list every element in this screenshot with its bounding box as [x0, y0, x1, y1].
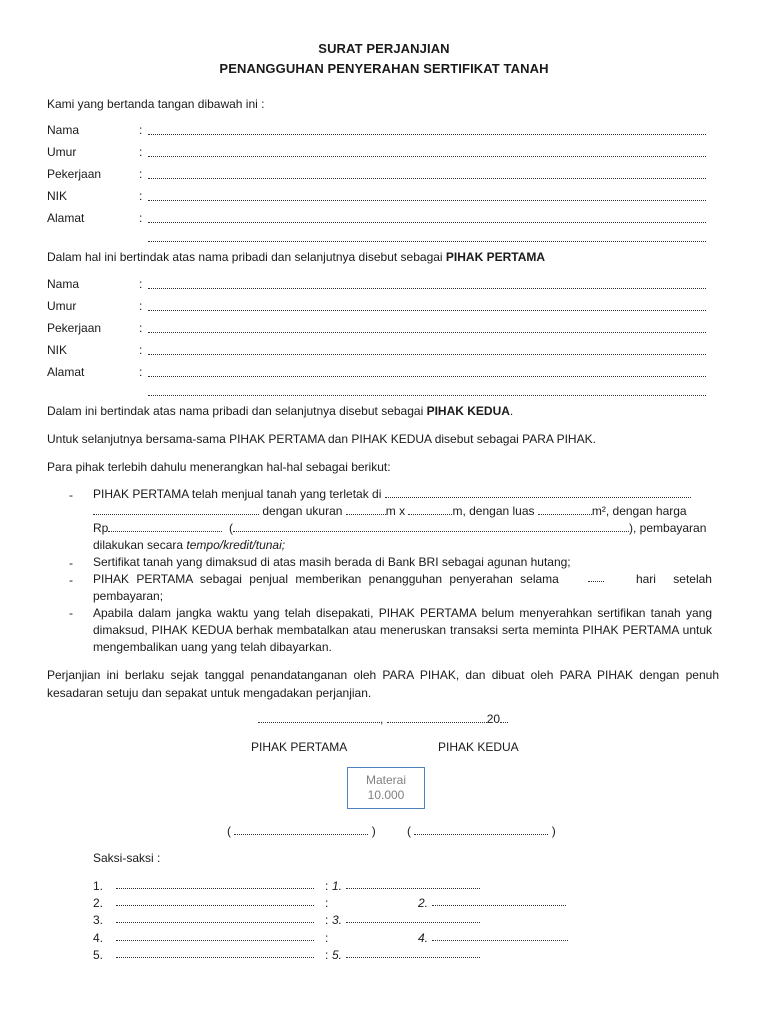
- date-line: , 20: [258, 712, 508, 726]
- field-label-pekerjaan: Pekerjaan: [47, 321, 102, 335]
- document-title-line2: PENANGGUHAN PENYERAHAN SERTIFIKAT TANAH: [219, 61, 549, 76]
- blank-days[interactable]: [588, 572, 604, 582]
- field-blank-nik-2[interactable]: [148, 344, 706, 355]
- field-colon: :: [139, 145, 143, 159]
- witness-heading: Saksi-saksi :: [93, 851, 161, 865]
- witness-name-blank[interactable]: [116, 896, 314, 906]
- witness-signature-blank[interactable]: [432, 931, 568, 941]
- blank-width[interactable]: [408, 505, 452, 515]
- intro-text: Kami yang bertanda tangan dibawah ini :: [47, 97, 265, 111]
- witness-colon: :: [325, 948, 329, 962]
- blank-name-first-party[interactable]: [234, 825, 368, 835]
- signature-label-second-party: PIHAK KEDUA: [438, 740, 519, 754]
- field-blank-pekerjaan[interactable]: [148, 168, 706, 179]
- witness-number: 4.: [93, 931, 104, 945]
- field-label-nama: Nama: [47, 123, 80, 137]
- witness-number: 2.: [93, 896, 104, 910]
- blank-area[interactable]: [538, 505, 592, 515]
- signature-name-second-party: ( ): [407, 824, 556, 838]
- field-label-alamat: Alamat: [47, 365, 85, 379]
- blank-year[interactable]: [500, 713, 508, 723]
- signature-name-first-party: ( ): [227, 824, 376, 838]
- bullet-marker: -: [69, 573, 73, 587]
- document-title-line1: SURAT PERJANJIAN: [318, 41, 450, 56]
- bullet-marker: -: [69, 606, 73, 620]
- witness-number: 1.: [93, 879, 104, 893]
- field-colon: :: [139, 123, 143, 137]
- blank-price-in-words[interactable]: [233, 522, 629, 532]
- witness-name-blank[interactable]: [116, 913, 314, 923]
- blank-name-second-party[interactable]: [414, 825, 548, 835]
- bullet-marker: -: [69, 488, 73, 502]
- party1-statement: Dalam hal ini bertindak atas nama pribadi dan selanjutnya disebut sebagai PIHAK PERTAMA: [47, 250, 546, 264]
- field-blank-umur-2[interactable]: [148, 300, 706, 311]
- field-blank-alamat-2[interactable]: [148, 366, 706, 377]
- field-colon: :: [139, 321, 143, 335]
- closing-paragraph: Perjanjian ini berlaku sejak tanggal penandatanganan oleh PARA PIHAK, dan dibuat oleh PARA PIHAK dengan penuh kesadaran setuju dan sepakat untuk mengadakan perjanjian.: [47, 668, 719, 700]
- witness-colon: :: [325, 931, 329, 945]
- blank-length[interactable]: [346, 505, 386, 515]
- field-blank-alamat-continued[interactable]: [148, 231, 706, 242]
- field-colon: :: [139, 167, 143, 181]
- witness-name-blank[interactable]: [116, 948, 314, 958]
- witness-name-blank[interactable]: [116, 879, 314, 889]
- materai-value: 10.000: [367, 788, 405, 802]
- field-label-nama: Nama: [47, 277, 80, 291]
- blank-location-continued[interactable]: [93, 505, 259, 515]
- bullet-2: Sertifikat tanah yang dimaksud di atas masih berada di Bank BRI sebagai agunan hutang;: [93, 555, 571, 569]
- witness-signature-number: 5.: [332, 948, 343, 962]
- field-label-alamat: Alamat: [47, 211, 85, 225]
- field-blank-alamat-2-continued[interactable]: [148, 385, 706, 396]
- party2-statement: Dalam ini bertindak atas nama pribadi dan selanjutnya disebut sebagai PIHAK KEDUA.: [47, 404, 514, 418]
- field-blank-pekerjaan-2[interactable]: [148, 322, 706, 333]
- witness-signature-blank[interactable]: [346, 913, 480, 923]
- field-colon: :: [139, 299, 143, 313]
- witness-colon: :: [325, 913, 329, 927]
- signature-label-first-party: PIHAK PERTAMA: [251, 740, 348, 754]
- field-label-nik: NIK: [47, 343, 68, 357]
- preface-text: Para pihak terlebih dahulu menerangkan hal-hal sebagai berikut:: [47, 460, 391, 474]
- field-colon: :: [139, 365, 143, 379]
- witness-number: 3.: [93, 913, 104, 927]
- witness-number: 5.: [93, 948, 104, 962]
- field-blank-umur[interactable]: [148, 146, 706, 157]
- field-colon: :: [139, 277, 143, 291]
- witness-signature-number: 4.: [418, 931, 429, 945]
- field-label-nik: NIK: [47, 189, 68, 203]
- field-label-pekerjaan: Pekerjaan: [47, 167, 102, 181]
- bullet-marker: -: [69, 556, 73, 570]
- field-label-umur: Umur: [47, 299, 77, 313]
- field-blank-nama[interactable]: [148, 124, 706, 135]
- field-blank-nik[interactable]: [148, 190, 706, 201]
- witness-signature-blank[interactable]: [346, 948, 480, 958]
- witness-signature-blank[interactable]: [432, 896, 566, 906]
- witness-name-blank[interactable]: [116, 931, 314, 941]
- together-statement: Untuk selanjutnya bersama-sama PIHAK PERTAMA dan PIHAK KEDUA disebut sebagai PARA PIHAK.: [47, 432, 596, 446]
- materai-label: Materai: [365, 773, 406, 787]
- bullet-4: Apabila dalam jangka waktu yang telah disepakati, PIHAK PERTAMA belum menyerahkan sertifikan tanah yang dimaksud, PIHAK KEDUA berhak membatalkan atau meneruskan transaksi serta meminta PIHAK PERTAMA untuk mengembalikan uang yang telah dibayarkan.: [93, 606, 712, 654]
- blank-location[interactable]: [385, 488, 691, 498]
- field-colon: :: [139, 189, 143, 203]
- field-colon: :: [139, 211, 143, 225]
- field-blank-alamat[interactable]: [148, 212, 706, 223]
- witness-colon: :: [325, 879, 329, 893]
- field-colon: :: [139, 343, 143, 357]
- blank-place[interactable]: [258, 713, 380, 723]
- materai-stamp-box: [347, 767, 425, 809]
- witness-signature-number: 2.: [418, 896, 429, 910]
- field-label-umur: Umur: [47, 145, 77, 159]
- witness-signature-number: 1.: [332, 879, 343, 893]
- witness-signature-number: 3.: [332, 913, 343, 927]
- witness-signature-blank[interactable]: [346, 879, 480, 889]
- field-blank-nama-2[interactable]: [148, 278, 706, 289]
- witness-colon: :: [325, 896, 329, 910]
- blank-date[interactable]: [387, 713, 487, 723]
- blank-price[interactable]: [108, 522, 222, 532]
